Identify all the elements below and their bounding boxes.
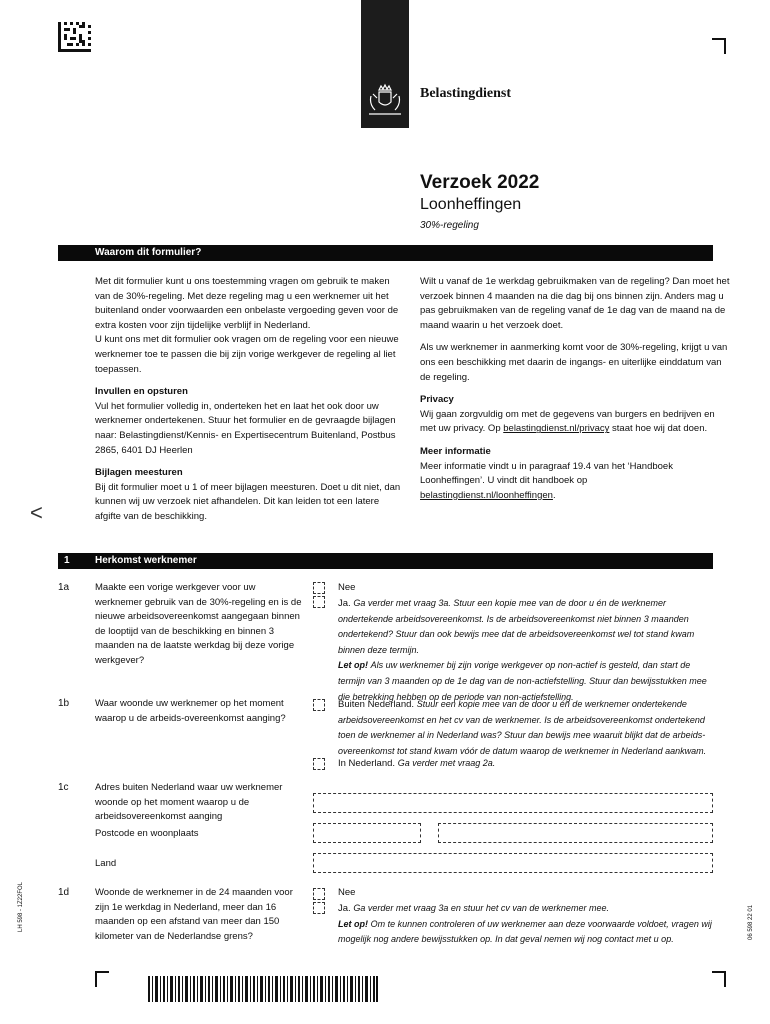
answer-1a-ja-note: Ga verder met vraag 3a. Stuur een kopie mee van de door u én de werknemer ondertekende arbeidsovereenkomst. Is de arbeidsovereenkomst niet binnen 3 maanden ondertekend? Stuur dan ook bewijs mee dat de arbeidsovereenkomst wel tot stand kwam binnen deze termijn. [338,598,695,655]
form-subsubtitle: 30%-regeling [420,220,479,231]
checkbox-1d-nee[interactable] [313,888,325,900]
logo-text: Belastingdienst [420,86,512,101]
section-bar-why [58,245,713,261]
checkbox-1b-nederland[interactable] [313,758,325,770]
crop-mark-bottom-left [95,971,109,987]
question-text-1a: Maakte een vorige werkgever voor uw werknemer gebruik van de 30%-regeling en is de nieuwe arbeidsovereenkomst aangegaan binnen de looptijd van de beschikking en binnen 3 maanden na de laatste werkdag bij deze vorige werkgever? [95,582,302,666]
form-title: Verzoek 2022 [420,172,540,193]
checkbox-1a-nee[interactable] [313,582,325,594]
heading-privacy: Privacy [420,394,454,406]
datamatrix-code [58,22,91,52]
answer-1a-ja-label: Ja. [338,598,351,609]
paragraph-beschikking: Als uw werknemer in aanmerking komt voor de 30%-regeling, krijgt u van ons een beschikking met daarin de ingangs- en uiterlijke einddatum van de regeling. [420,342,728,383]
answer-1b-nederland-label: In Nederland. [338,758,396,769]
fold-mark-icon: < [30,500,43,525]
form-subtitle: Loonheffingen [420,196,522,213]
question-number-1a: 1a [58,582,70,593]
privacy-link[interactable]: belastingdienst.nl/privacy [503,423,610,435]
answer-1b-buiten [338,697,718,759]
answer-1d-nee: Nee [338,887,356,898]
intro-right-column [420,275,730,503]
privacy-text-a: Wij gaan zorgvuldig om met de gegevens van burgers en bedrijven en met uw privacy. Op [420,408,715,435]
intro-paragraph: Met dit formulier kunt u ons toestemming vragen om gebruik te maken van de 30%-regeling. Met deze regeling mag u een werknemer uit het buitenland onder voorwaarden een onbelaste vergoeding geven voor de extra kosten voor zijn tijdelijke verblijf in Nederland. [95,276,399,331]
crop-mark-top-right [712,38,726,54]
paragraph-meer-informatie: Meer informatie vindt u in paragraaf 19.4 van het ‘Handboek Loonheffingen’. U vindt dit handboek op [420,460,673,487]
woonplaats-field[interactable] [438,823,713,843]
answer-1d-ja-note: Ga verder met vraag 3a en stuur het cv van de werknemer mee. [353,903,609,913]
heading-bijlagen: Bijlagen meesturen [95,467,183,479]
answer-1b-buiten-note: Stuur een kopie mee van de door u én de werknemer ondertekende arbeidsovereenkomst en het cv van de werknemer. Is de arbeidsovereenkomst ondertekend toen de werknemer al in Nederland was? Stuur dan bewijs mee waaruit blijkt dat de arbeids-overeenkomst tot stand kwam vóór de datum waarop de werknemer in Nederland aankwam. [338,699,707,756]
section-number: 1 [64,555,70,566]
label-land: Land [95,858,117,869]
answer-1d-letop-label: Let op! [338,918,368,929]
form-code-right: 06 598 22 01 [748,904,754,940]
paragraph-termijn: Wilt u vanaf de 1e werkdag gebruikmaken van de regeling? Dan moet het verzoek binnen 4 maanden na die dag bij ons binnen zijn. Anders mag u pas gebruikmaken van de regeling vanaf de 1e dag van de maand na de maand waarin u het verzoek doet. [420,276,730,331]
answer-1a-letop-text: Als uw werknemer bij zijn vorige werkgever op non-actief is gesteld, dan start de termijn van 3 maanden op de 1e dag van de non-actiefstelling. Stuur dan bewijsstukken mee die betrekking hebben op de periode van non-actiefstelling. [338,660,707,702]
intro-left-column [95,275,407,525]
question-text-1c: Adres buiten Nederland waar uw werknemer woonde op het moment waarop u de arbeidsovereenkomst aanging [95,782,283,823]
question-number-1b: 1b [58,698,70,709]
answer-1a-nee: Nee [338,582,356,593]
checkbox-1b-buiten[interactable] [313,699,325,711]
paragraph-privacy [420,408,730,437]
logo-mark [361,0,409,128]
privacy-text-b: staat hoe wij dat doen. [609,423,708,435]
question-text-1d: Woonde de werknemer in de 24 maanden voor zijn 1e werkdag in Nederland, meer dan 16 maanden op een afstand van meer dan 150 kilometer van de Nederlandse grens? [95,887,293,942]
intro-paragraph-2: U kunt ons met dit formulier ook vragen om de regeling voor een nieuwe werknemer toe te passen die bij zijn vorige werkgever de regeling al liet toepassen. [95,334,399,375]
answer-1d-letop-text: Om te kunnen controleren of uw werknemer aan deze voorwaarde voldoet, vragen wij mogelijk nog andere bewijsstukken op. In dat geval nemen wij nog contact met u op. [338,918,712,945]
answer-1b-nederland-note: Ga verder met vraag 2a. [397,758,496,768]
answer-1a-letop-label: Let op! [338,660,368,671]
heading-meer-informatie: Meer informatie [420,445,491,457]
question-number-1c: 1c [58,782,69,793]
crop-mark-bottom-right [712,971,726,987]
form-code-left: LH 598 - 1Z22FOL [18,881,24,932]
answer-1a-ja [338,596,718,705]
address-field[interactable] [313,793,713,813]
label-postcode: Postcode en woonplaats [95,828,199,839]
checkbox-1d-ja[interactable] [313,902,325,914]
answer-1b-nederland [338,756,718,772]
handboek-link[interactable]: belastingdienst.nl/loonheffingen [420,489,553,501]
land-field[interactable] [313,853,713,873]
question-number-1d: 1d [58,887,70,898]
postcode-field[interactable] [313,823,421,843]
section-bar-label: Waarom dit formulier? [95,247,202,258]
answer-1b-buiten-label: Buiten Nederland. [338,699,415,710]
handboek-link-end: . [552,489,556,501]
answer-1d-ja [338,901,718,948]
section-bar-label: Herkomst werknemer [95,555,197,566]
paragraph-invullen: Vul het formulier volledig in, onderteken het en laat het ook door uw werknemer ondertekenen. Stuur het formulier en de gevraagde bijlagen naar: Belastingdienst/Kennis- en Expertisecentrum Buitenland, Postbus 2865, 6401 DJ Heerlen [95,400,396,456]
heading-invullen: Invullen en opsturen [95,386,188,398]
royal-crest-icon [365,82,405,120]
answer-1d-ja-label: Ja. [338,903,351,914]
section-bar-herkomst [58,553,713,569]
paragraph-bijlagen: Bij dit formulier moet u 1 of meer bijlagen meesturen. Doet u dit niet, dan kunnen wij uw verzoek niet afhandelen. Dit kan leiden tot een latere afgifte van de beschikking. [95,481,401,522]
checkbox-1a-ja[interactable] [313,596,325,608]
barcode [148,976,378,1002]
question-text-1b: Waar woonde uw werknemer op het moment waarop u de arbeids-overeenkomst aanging? [95,698,286,724]
